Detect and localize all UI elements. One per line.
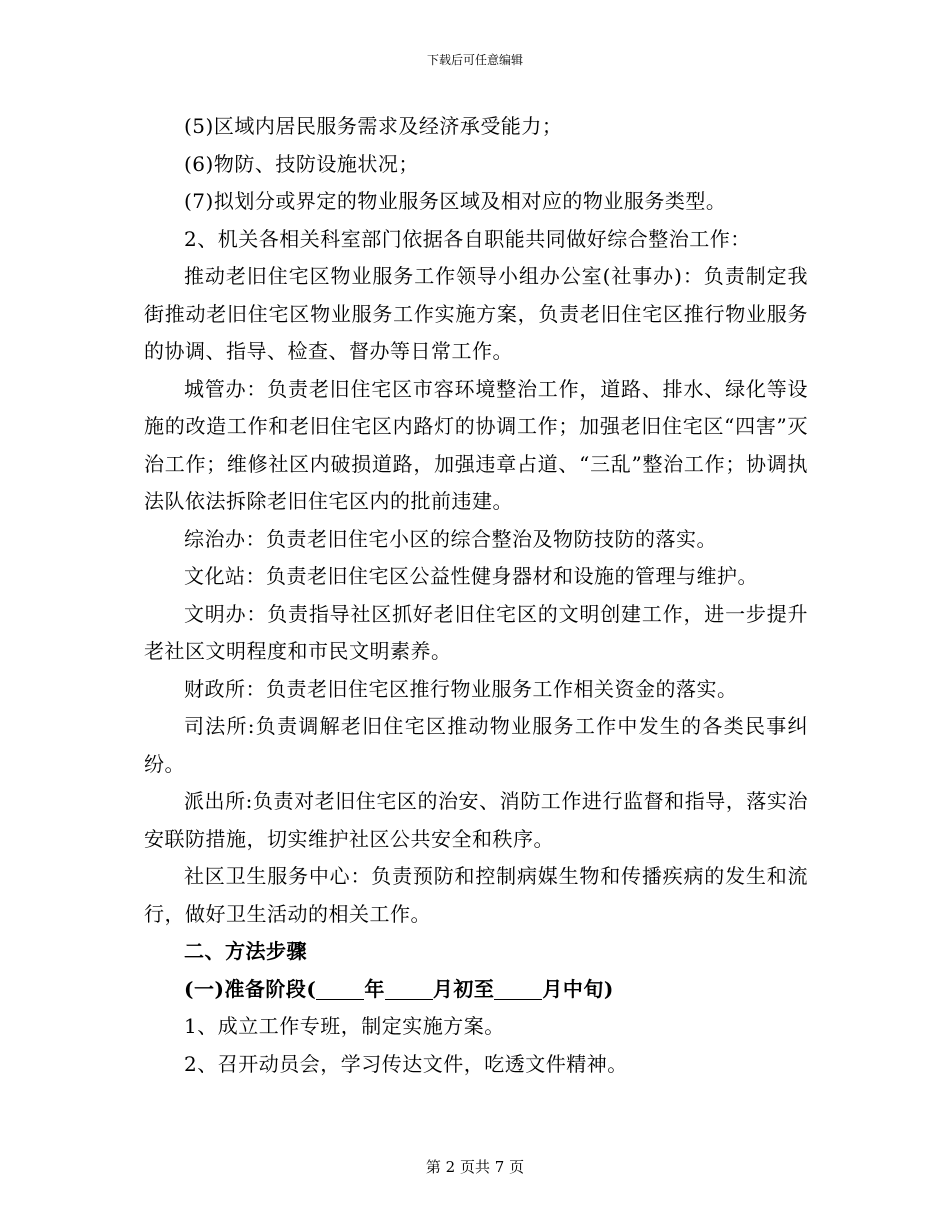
paragraph-judicial-office: 司法所:负责调解老旧住宅区推动物业服务工作中发生的各类民事纠纷。 [144, 714, 808, 776]
stage-prefix: (一)准备阶段( [184, 976, 317, 1001]
stage-heading-preparation [144, 971, 808, 1009]
stage-month-start: 月初至 [432, 976, 495, 1001]
paragraph-leading-group-office: 推动老旧住宅区物业服务工作领导小组办公室(社事办)：负责制定我街推动老旧住宅区物业服务工作实施方案，负责老旧住宅区推行物业服务的协调、指导、检查、督办等日常工作。 [144, 264, 808, 363]
paragraph-item-6: (6)物防、技防设施状况； [184, 151, 419, 176]
paragraph-culture-station: 文化站：负责老旧住宅区公益性健身器材和设施的管理与维护。 [184, 564, 758, 588]
paragraph-police-station: 派出所:负责对老旧住宅区的治安、消防工作进行监督和指导，落实治安联防措施，切实维护社区公共安全和秩序。 [144, 789, 808, 851]
stage-month-end: 月中旬) [542, 976, 614, 1001]
section-heading-methods: 二、方法步骤 [184, 939, 307, 963]
step-2: 2、召开动员会，学习传达文件，吃透文件精神。 [184, 1051, 628, 1076]
blank-year [316, 979, 364, 1000]
stage-year: 年 [364, 976, 385, 1001]
paragraph-item-5: (5)区域内居民服务需求及经济承受能力； [184, 114, 563, 138]
paragraph-urban-management: 城管办：负责老旧住宅区市容环境整治工作，道路、排水、绿化等设施的改造工作和老旧住宅区内路灯的协调工作；加强老旧住宅区“四害”灭治工作；维修社区内破损道路，加强违章占道、“三乱”整治工作；协调执法队依法拆除老旧住宅区内的批前违建。 [144, 376, 808, 513]
paragraph-comprehensive-office: 综治办：负责老旧住宅小区的综合整治及物防技防的落实。 [184, 526, 717, 551]
paragraph-departments-intro: 2、机关各相关科室部门依据各自职能共同做好综合整治工作： [184, 226, 751, 251]
paragraph-health-center: 社区卫生服务中心：负责预防和控制病媒生物和传播疾病的发生和流行，做好卫生活动的相关工作。 [144, 864, 808, 926]
page-footer: 第 2 页共 7 页 [425, 1158, 525, 1176]
paragraph-item-7: (7)拟划分或界定的物业服务区域及相对应的物业服务类型。 [184, 189, 727, 213]
blank-month-end [494, 979, 542, 1000]
blank-month-start [385, 979, 433, 1000]
page-header: 下载后可任意编辑 [426, 53, 523, 67]
document-body [144, 108, 808, 1083]
step-1: 1、成立工作专班，制定实施方案。 [184, 1014, 505, 1038]
paragraph-civilization-office: 文明办：负责指导社区抓好老旧住宅区的文明创建工作，进一步提升老社区文明程度和市民文明素养。 [144, 601, 808, 663]
paragraph-finance-office: 财政所：负责老旧住宅区推行物业服务工作相关资金的落实。 [184, 676, 738, 701]
